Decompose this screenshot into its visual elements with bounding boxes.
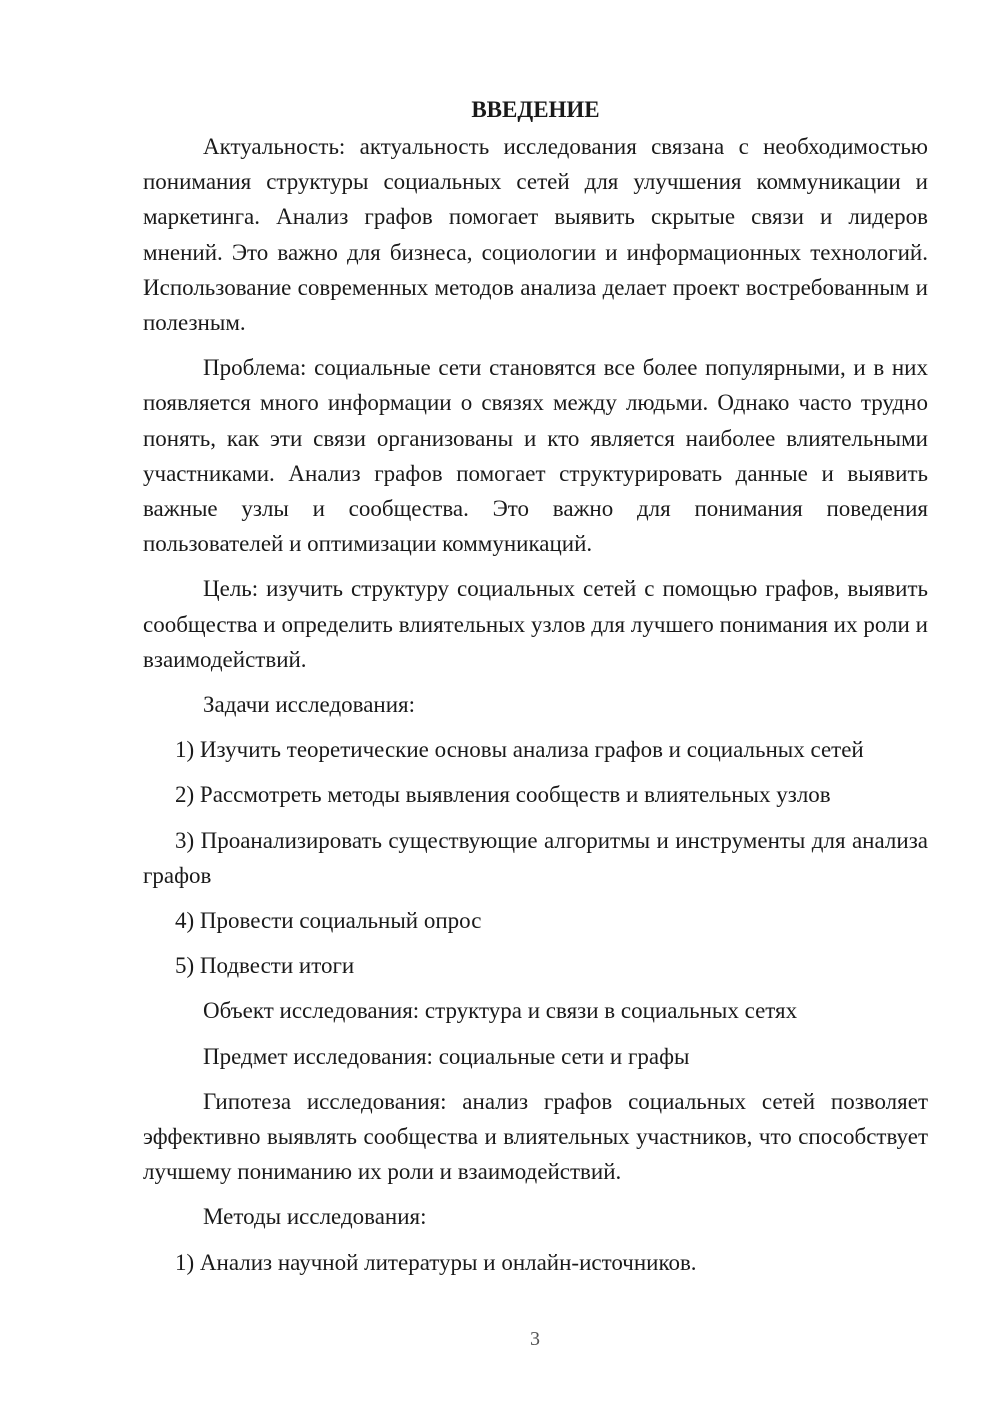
method-item: 1) Анализ научной литературы и онлайн-источников. <box>175 1249 697 1275</box>
problem-paragraph: Проблема: социальные сети становятся все более популярными, и в них появляется много информации о связях между людьми. Однако часто трудно понять, как эти связи организованы и кто является наиболее влиятельными участниками. Анализ графов помогает структурировать данные и выявить важные узлы и сообщества. Это важно для понимания поведения пользователей и оптимизации коммуникаций. <box>143 355 928 557</box>
page-number: 3 <box>530 1328 540 1350</box>
task-item: 3) Проанализировать существующие алгоритмы и инструменты для анализа графов <box>143 827 928 888</box>
relevance-paragraph: Актуальность: актуальность исследования связана с необходимостью понимания структуры социальных сетей для улучшения коммуникации и маркетинга. Анализ графов помогает выявить скрытые связи и лидеров мнений. Это важно для бизнеса, социологии и информационных технологий. Использование современных методов анализа делает проект востребованным и полезным. <box>143 134 928 336</box>
task-item: 4) Провести социальный опрос <box>175 908 482 934</box>
hypothesis-paragraph: Гипотеза исследования: анализ графов социальных сетей позволяет эффективно выявлять сообщества и влиятельных участников, что способствует лучшему пониманию их роли и взаимодействий. <box>143 1088 928 1185</box>
task-item: 2) Рассмотреть методы выявления сообществ и влиятельных узлов <box>175 782 831 808</box>
tasks-title: Задачи исследования: <box>203 692 416 718</box>
section-heading: ВВЕДЕНИЕ <box>471 97 600 122</box>
goal-paragraph: Цель: изучить структуру социальных сетей с помощью графов, выявить сообщества и определить влиятельных узлов для лучшего понимания их роли и взаимодействий. <box>143 576 928 672</box>
object-paragraph: Объект исследования: структура и связи в социальных сетях <box>203 998 798 1024</box>
task-item: 5) Подвести итоги <box>175 953 355 979</box>
page-body <box>143 92 928 1280</box>
task-item: 1) Изучить теоретические основы анализа графов и социальных сетей <box>175 737 864 763</box>
subject-paragraph: Предмет исследования: социальные сети и графы <box>203 1043 690 1069</box>
methods-title: Методы исследования: <box>203 1204 427 1230</box>
